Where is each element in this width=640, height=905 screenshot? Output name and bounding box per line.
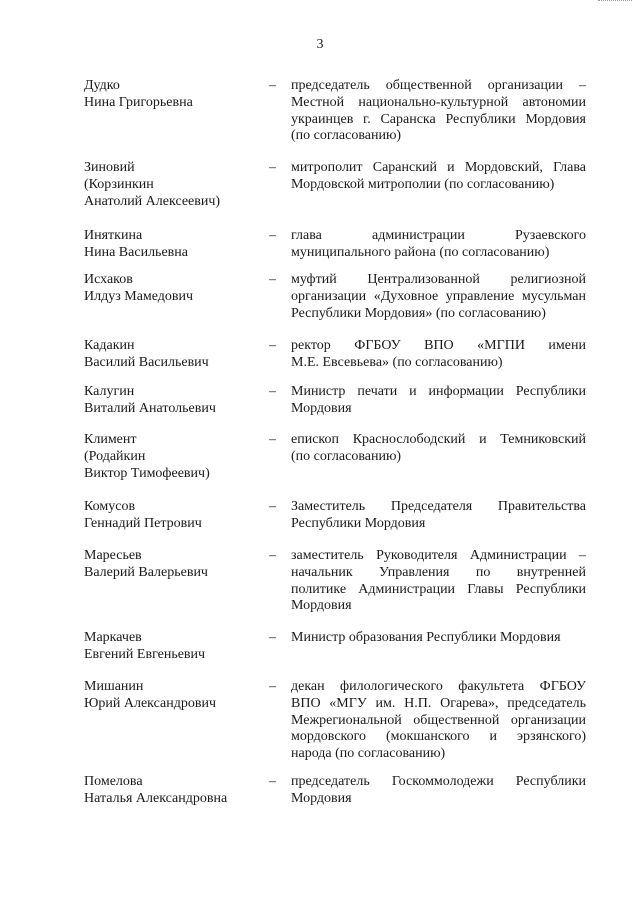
separator-dash: –: [269, 160, 276, 175]
member-name-line: Илдуз Мамедович: [84, 288, 194, 304]
member-role-line: заместитель Руководителя Администрации –: [291, 548, 586, 563]
member-name: [84, 272, 259, 306]
member-role-line: Мордовской митрополии (по согласованию): [291, 176, 555, 192]
member-name-line: (Корзинкин: [84, 176, 154, 192]
member-name-line: Помелова: [84, 774, 143, 789]
member-role-line: Заместитель Председателя Правительства: [291, 499, 586, 514]
member-role-line: Министр печати и информации Республики: [291, 384, 586, 399]
member-role-line: председатель Госкоммолодежи Республики: [291, 774, 586, 789]
member-role-line: Республики Мордовия» (по согласованию): [291, 305, 546, 321]
member-name-line: Юрий Александрович: [84, 695, 216, 711]
member-name-line: Мишанин: [84, 679, 144, 694]
member-name: [84, 228, 259, 262]
member-name-line: Нина Григорьевна: [84, 94, 193, 110]
member-name-line: Калугин: [84, 384, 135, 399]
separator-dash: –: [269, 499, 276, 514]
member-role: [291, 272, 586, 322]
member-name-line: Иняткина: [84, 228, 143, 243]
member-name-line: Дудко: [84, 78, 120, 93]
member-role-line: начальник Управления по внутренней: [291, 564, 586, 580]
member-role-line: Министр образования Республики Мордовия: [291, 630, 561, 645]
separator-dash: –: [269, 774, 276, 789]
member-role-line: муниципального района (по согласованию): [291, 244, 550, 260]
separator-dash: –: [269, 432, 276, 447]
member-name-line: Маресьев: [84, 548, 142, 563]
member-role-line: митрополит Саранский и Мордовский, Глава: [291, 160, 586, 175]
member-name-line: Исхаков: [84, 272, 133, 287]
member-name-line: Нина Васильевна: [84, 244, 188, 260]
member-name-line: Кадакин: [84, 338, 135, 353]
member-name: [84, 338, 259, 372]
member-name-line: Маркачев: [84, 630, 142, 645]
member-name-line: Геннадий Петрович: [84, 515, 202, 531]
member-name-line: Наталья Александровна: [84, 790, 228, 806]
member-role-line: политике Администрации Главы Республики: [291, 581, 586, 597]
member-name-line: Зиновий: [84, 160, 135, 175]
member-name: [84, 499, 259, 533]
separator-dash: –: [269, 384, 276, 399]
member-role: [291, 160, 586, 194]
member-name: [84, 432, 259, 482]
member-role-line: (по согласованию): [291, 128, 402, 144]
member-role-line: глава администрации Рузаевского: [291, 228, 586, 243]
member-role: [291, 499, 586, 533]
member-name-line: Виктор Тимофеевич): [84, 465, 210, 481]
member-role-line: (по согласованию): [291, 448, 402, 464]
member-role-line: М.Е. Евсевьева» (по согласованию): [291, 354, 503, 370]
member-name: [84, 548, 259, 582]
member-name: [84, 78, 259, 112]
member-name-line: Виталий Анатольевич: [84, 400, 216, 416]
member-role: [291, 679, 586, 763]
member-name: [84, 160, 259, 210]
separator-dash: –: [269, 272, 276, 287]
member-role: [291, 774, 586, 808]
member-role: [291, 432, 586, 466]
member-role: [291, 78, 586, 145]
member-name: [84, 679, 259, 713]
separator-dash: –: [269, 78, 276, 93]
member-role-line: епископ Краснослободский и Темниковский: [291, 432, 586, 447]
member-role-line: украинцев г. Саранска Республики Мордовия: [291, 111, 586, 127]
member-role-line: председатель общественной организации –: [291, 78, 586, 93]
member-role: [291, 630, 586, 647]
member-name-line: Евгений Евгеньевич: [84, 646, 206, 662]
separator-dash: –: [269, 679, 276, 694]
member-role: [291, 338, 586, 372]
separator-dash: –: [269, 548, 276, 563]
member-name: [84, 774, 259, 808]
member-role-line: муфтий Централизованной религиозной: [291, 272, 586, 287]
member-role-line: декан филологического факультета ФГБОУ: [291, 679, 586, 694]
scan-corner-mark: [598, 0, 632, 3]
member-role-line: мордовского (мокшанского и эрзянского): [291, 729, 586, 745]
member-name-line: Климент: [84, 432, 137, 447]
member-name-line: Анатолий Алексеевич): [84, 193, 221, 209]
member-role: [291, 548, 586, 615]
separator-dash: –: [269, 338, 276, 353]
member-name-line: Комусов: [84, 499, 136, 514]
member-name: [84, 630, 259, 664]
separator-dash: –: [269, 630, 276, 645]
member-role-line: Мордовия: [291, 790, 352, 806]
member-role: [291, 384, 586, 418]
member-role-line: Мордовия: [291, 598, 352, 614]
member-name-line: Василий Васильевич: [84, 354, 209, 370]
separator-dash: –: [269, 228, 276, 243]
member-role-line: Местной национально-культурной автономии: [291, 94, 586, 110]
member-role: [291, 228, 586, 262]
member-role-line: ВПО «МГУ им. Н.П. Огарева», председатель: [291, 695, 586, 711]
page-number: 3: [316, 37, 324, 52]
member-name-line: Валерий Валерьевич: [84, 564, 208, 580]
member-role-line: Межрегиональной общественной организации: [291, 712, 586, 728]
member-name: [84, 384, 259, 418]
member-name-line: (Родайкин: [84, 448, 146, 464]
member-role-line: Мордовия: [291, 400, 352, 416]
member-role-line: народа (по согласованию): [291, 746, 446, 762]
member-role-line: Республики Мордовия: [291, 515, 426, 531]
member-role-line: организации «Духовное управление мусульман: [291, 288, 586, 304]
member-role-line: ректор ФГБОУ ВПО «МГПИ имени: [291, 338, 586, 353]
